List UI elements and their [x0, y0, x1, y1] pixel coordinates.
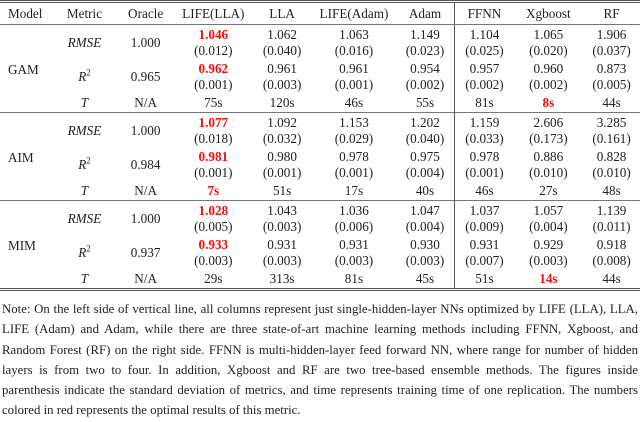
metric-cell — [396, 147, 455, 181]
std-dev: (0.005) — [592, 77, 631, 92]
oracle-value: N/A — [134, 182, 157, 198]
metric-cell — [252, 113, 312, 148]
header-adam: Adam — [396, 2, 455, 25]
std-dev: (0.009) — [465, 219, 504, 234]
metric-cell — [583, 201, 640, 236]
value: 0.978 — [339, 149, 369, 164]
header-xgboost: Xgboost — [514, 2, 583, 25]
value: 1.092 — [267, 115, 297, 130]
metric-cell — [455, 269, 514, 290]
metric-name: RMSE — [67, 123, 102, 138]
best-value: 1.046 — [198, 27, 229, 42]
metric-cell — [514, 201, 583, 236]
oracle-value: N/A — [134, 270, 157, 286]
metric-cell — [396, 59, 455, 93]
oracle-value: 0.937 — [130, 245, 161, 260]
metric-name: R — [78, 245, 87, 260]
metric-cell — [583, 147, 640, 181]
metric-name: T — [80, 94, 89, 110]
value: 45s — [415, 270, 435, 286]
std-dev: (0.005) — [194, 219, 233, 234]
metric-label — [52, 181, 116, 201]
metric-cell — [175, 147, 253, 181]
metric-name: T — [80, 270, 89, 286]
std-dev: (0.040) — [262, 43, 302, 58]
metric-cell — [252, 269, 312, 290]
std-dev: (0.001) — [262, 165, 302, 180]
metric-cell — [583, 59, 640, 93]
value: 3.285 — [596, 115, 627, 130]
metric-cell — [175, 93, 253, 113]
value: 1.906 — [596, 27, 627, 42]
std-dev: (0.018) — [194, 131, 233, 146]
std-dev: (0.037) — [592, 43, 631, 58]
std-dev: (0.003) — [405, 253, 445, 268]
metric-cell — [455, 181, 514, 201]
metric-label — [52, 147, 116, 181]
oracle-value: 1.000 — [130, 123, 161, 138]
std-dev: (0.008) — [592, 253, 631, 268]
metric-cell — [514, 25, 583, 60]
value: 0.873 — [596, 61, 627, 76]
group-aim — [0, 113, 640, 201]
metric-cell — [252, 25, 312, 60]
table-row — [0, 59, 640, 93]
value: 1.037 — [469, 203, 500, 218]
std-dev: (0.029) — [334, 131, 374, 146]
metric-cell — [175, 59, 253, 93]
std-dev: (0.007) — [465, 253, 504, 268]
std-dev: (0.002) — [465, 77, 504, 92]
table-row — [0, 235, 640, 269]
metric-cell — [396, 181, 455, 201]
metric-cell — [455, 93, 514, 113]
metric-cell — [514, 269, 583, 290]
value: 0.828 — [596, 149, 627, 164]
metric-cell — [583, 269, 640, 290]
metric-name: RMSE — [67, 35, 102, 50]
metric-cell — [312, 147, 396, 181]
metric-cell — [312, 201, 396, 236]
metric-label — [52, 201, 116, 236]
value: 44s — [602, 94, 621, 110]
value: 0.961 — [339, 61, 369, 76]
group-mim — [0, 201, 640, 290]
table-header-row — [0, 2, 640, 25]
value: 75s — [204, 94, 223, 110]
metric-cell — [312, 269, 396, 290]
metric-cell — [396, 25, 455, 60]
std-dev: (0.001) — [334, 77, 374, 92]
std-dev: (0.003) — [262, 219, 302, 234]
best-value: 0.933 — [198, 237, 229, 252]
value: 120s — [269, 94, 295, 110]
best-value: 1.077 — [198, 115, 229, 130]
value: 51s — [272, 182, 292, 198]
metric-label — [52, 235, 116, 269]
std-dev: (0.001) — [465, 165, 504, 180]
metric-cell — [252, 181, 312, 201]
metric-cell — [252, 59, 312, 93]
std-dev: (0.003) — [529, 253, 568, 268]
metric-superscript: 2 — [86, 243, 91, 254]
best-value: 1.028 — [198, 203, 229, 218]
metric-cell — [514, 235, 583, 269]
value: 48s — [602, 182, 621, 198]
metric-cell — [455, 113, 514, 148]
best-value: 0.962 — [198, 61, 229, 76]
value: 1.104 — [469, 27, 500, 42]
metric-cell — [312, 59, 396, 93]
std-dev: (0.006) — [334, 219, 374, 234]
value: 46s — [475, 182, 494, 198]
oracle-value: 1.000 — [130, 35, 161, 50]
metric-cell — [312, 113, 396, 148]
metric-cell — [175, 235, 253, 269]
metric-cell — [312, 235, 396, 269]
metric-cell — [514, 93, 583, 113]
value: 0.980 — [267, 149, 297, 164]
metric-cell — [583, 235, 640, 269]
metric-cell — [312, 93, 396, 113]
oracle-value: 0.965 — [130, 69, 161, 84]
metric-label — [52, 93, 116, 113]
metric-name: R — [78, 157, 87, 172]
header-oracle: Oracle — [117, 2, 175, 25]
value: 0.960 — [533, 61, 564, 76]
metric-label — [52, 113, 116, 148]
model-label: MIM — [8, 237, 36, 253]
value: 1.036 — [339, 203, 369, 218]
metric-cell — [312, 181, 396, 201]
metric-cell — [583, 93, 640, 113]
model-label: AIM — [8, 149, 34, 165]
table-row — [0, 113, 640, 148]
table-row — [0, 181, 640, 201]
value: 81s — [344, 270, 364, 286]
value: 1.063 — [339, 27, 369, 42]
metric-cell — [514, 147, 583, 181]
metric-cell — [175, 113, 253, 148]
value: 0.931 — [339, 237, 369, 252]
header-ffnn: FFNN — [455, 2, 514, 25]
value: 27s — [539, 182, 558, 198]
std-dev: (0.003) — [194, 253, 233, 268]
metric-cell — [514, 59, 583, 93]
value: 0.886 — [533, 149, 564, 164]
std-dev: (0.010) — [529, 165, 568, 180]
metric-cell — [175, 181, 253, 201]
value: 1.062 — [267, 27, 297, 42]
std-dev: (0.032) — [262, 131, 302, 146]
value: 1.149 — [410, 27, 440, 42]
metric-cell — [583, 181, 640, 201]
metric-cell — [252, 93, 312, 113]
std-dev: (0.004) — [405, 219, 445, 234]
metric-cell — [175, 25, 253, 60]
value: 1.065 — [533, 27, 564, 42]
metric-cell — [583, 25, 640, 60]
table-row — [0, 25, 640, 60]
metric-cell — [396, 235, 455, 269]
metric-cell — [455, 235, 514, 269]
std-dev: (0.004) — [405, 165, 445, 180]
value: 0.954 — [410, 61, 440, 76]
value: 0.957 — [469, 61, 500, 76]
std-dev: (0.016) — [334, 43, 374, 58]
std-dev: (0.023) — [405, 43, 445, 58]
std-dev: (0.002) — [529, 77, 568, 92]
metric-cell — [252, 235, 312, 269]
value: 1.159 — [469, 115, 500, 130]
metric-cell — [175, 201, 253, 236]
value: 46s — [344, 94, 364, 110]
metric-label — [52, 59, 116, 93]
value: 55s — [415, 94, 435, 110]
oracle-value: 0.984 — [130, 157, 161, 172]
header-model: Model — [0, 2, 52, 25]
std-dev: (0.003) — [262, 253, 302, 268]
metric-superscript: 2 — [86, 67, 91, 78]
std-dev: (0.001) — [194, 77, 233, 92]
metric-cell — [514, 113, 583, 148]
std-dev: (0.010) — [592, 165, 631, 180]
value: 1.057 — [533, 203, 564, 218]
metric-cell — [252, 201, 312, 236]
header-rf: RF — [583, 2, 640, 25]
metric-label — [52, 269, 116, 290]
oracle-value: N/A — [134, 94, 157, 110]
value: 0.918 — [596, 237, 627, 252]
group-gam — [0, 25, 640, 113]
metric-cell — [312, 25, 396, 60]
table-row — [0, 147, 640, 181]
value: 1.153 — [339, 115, 369, 130]
std-dev: (0.001) — [334, 165, 374, 180]
value: 0.978 — [469, 149, 500, 164]
value: 313s — [269, 270, 295, 286]
metric-cell — [455, 147, 514, 181]
value: 0.931 — [267, 237, 297, 252]
std-dev: (0.003) — [262, 77, 302, 92]
metric-cell — [396, 113, 455, 148]
table-row — [0, 269, 640, 290]
metric-cell — [396, 269, 455, 290]
metric-cell — [175, 269, 253, 290]
std-dev: (0.173) — [529, 131, 568, 146]
std-dev: (0.020) — [529, 43, 568, 58]
std-dev: (0.025) — [465, 43, 504, 58]
model-label: GAM — [8, 61, 39, 77]
best-value: 7s — [207, 182, 220, 198]
header-metric: Metric — [52, 2, 116, 25]
std-dev: (0.002) — [405, 77, 445, 92]
metric-cell — [396, 93, 455, 113]
metric-label — [52, 25, 116, 60]
value: 51s — [475, 270, 494, 286]
std-dev: (0.011) — [592, 219, 631, 234]
metric-cell — [455, 59, 514, 93]
value: 17s — [344, 182, 364, 198]
header-life-lla: LIFE(LLA) — [175, 2, 253, 25]
table-note: Note: On the left side of vertical line, all columns represent just single-hidden-layer NNs optimized by LIFE (LLA), LLA, LIFE (Adam) and Adam, while there are three state-of-art machine learning methods including FFNN, Xgboost, and Random Forest (RF) on the right side. FFNN is multi-hidden-layer feed forward NN, where range for number of hidden layers is from two to four. In addition, Xgboost and RF are two tree-based ensemble methods. The figures inside parenthesis indicate the standard deviation of metrics, and time represents training time of one replication. The numbers colored in red represents the optimal results of this metric. — [2, 302, 638, 418]
best-value: 0.981 — [198, 149, 229, 164]
value: 81s — [475, 94, 494, 110]
best-value: 8s — [542, 94, 555, 110]
value: 1.047 — [410, 203, 440, 218]
value: 0.931 — [469, 237, 500, 252]
value: 0.961 — [267, 61, 297, 76]
metric-cell — [455, 201, 514, 236]
value: 29s — [204, 270, 223, 286]
std-dev: (0.004) — [529, 219, 568, 234]
metric-name: RMSE — [67, 211, 102, 226]
metric-name: R — [78, 69, 87, 84]
table-row — [0, 93, 640, 113]
metric-cell — [583, 113, 640, 148]
best-value: 14s — [539, 270, 558, 286]
header-life-adam: LIFE(Adam) — [312, 2, 396, 25]
metric-cell — [514, 181, 583, 201]
value: 44s — [602, 270, 621, 286]
std-dev: (0.003) — [334, 253, 374, 268]
metric-name: T — [80, 182, 89, 198]
value: 1.139 — [596, 203, 627, 218]
value: 0.975 — [410, 149, 440, 164]
oracle-value: 1.000 — [130, 211, 161, 226]
std-dev: (0.001) — [194, 165, 233, 180]
metric-cell — [396, 201, 455, 236]
value: 2.606 — [533, 115, 564, 130]
std-dev: (0.012) — [194, 43, 233, 58]
header-lla: LLA — [252, 2, 312, 25]
value: 1.043 — [267, 203, 297, 218]
value: 0.930 — [410, 237, 440, 252]
std-dev: (0.033) — [465, 131, 504, 146]
value: 1.202 — [410, 115, 440, 130]
std-dev: (0.040) — [405, 131, 445, 146]
metric-superscript: 2 — [86, 155, 91, 166]
value: 0.929 — [533, 237, 564, 252]
metric-cell — [455, 25, 514, 60]
std-dev: (0.161) — [592, 131, 631, 146]
metric-cell — [252, 147, 312, 181]
value: 40s — [415, 182, 435, 198]
table-row — [0, 201, 640, 236]
